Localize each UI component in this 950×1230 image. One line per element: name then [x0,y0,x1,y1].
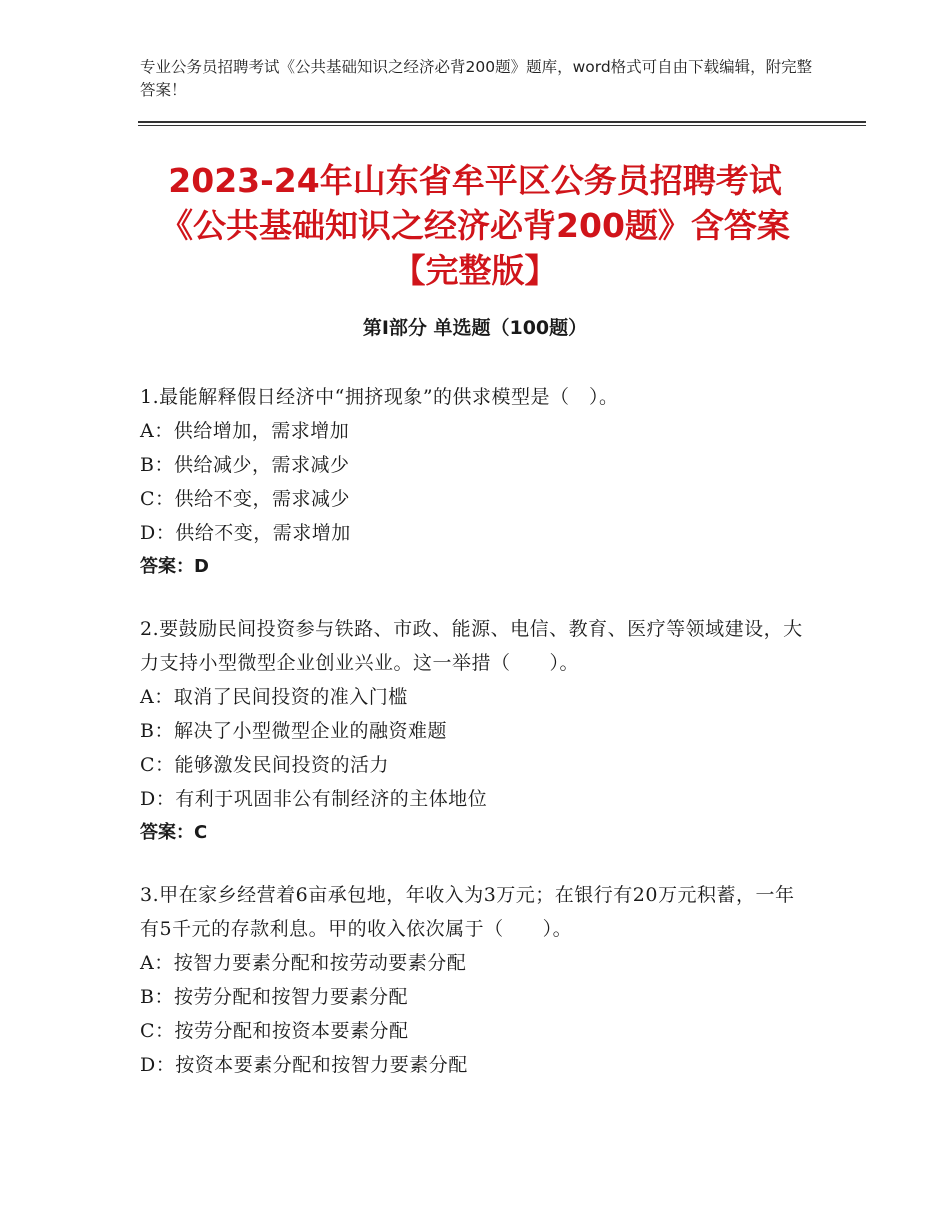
header-divider-thick [138,121,866,123]
title-line-2: 《公共基础知识之经济必背200题》含答案 [160,206,790,245]
title-line-3: 【完整版】 [392,251,558,290]
question-stem: 2.要鼓励民间投资参与铁路、市政、能源、电信、教育、医疗等领域建设，大力支持小型微型企业创业兴业。这一举措（ ）。 [140,618,803,674]
option-a: A：取消了民间投资的准入门槛 [140,686,408,708]
option-b: B：按劳分配和按智力要素分配 [140,986,408,1008]
option-d: D：按资本要素分配和按智力要素分配 [140,1054,468,1076]
option-d: D：有利于巩固非公有制经济的主体地位 [140,788,488,810]
option-c: C：按劳分配和按资本要素分配 [140,1020,409,1042]
section-heading: 第Ⅰ部分 单选题（100题） [362,317,588,339]
header-divider-thin [138,125,866,126]
option-a: A：供给增加，需求增加 [140,420,350,442]
question-3 [140,878,810,1082]
title-line-1: 2023-24年山东省牟平区公务员招聘考试 [168,161,782,200]
answer: 答案：D [140,556,209,577]
option-a: A：按智力要素分配和按劳动要素分配 [140,952,467,974]
option-d: D：供给不变，需求增加 [140,522,351,544]
question-1 [140,380,810,584]
question-stem: 3.甲在家乡经营着6亩承包地，年收入为3万元；在银行有20万元积蓄，一年有5千元的存款利息。甲的收入依次属于（ ）。 [140,884,795,940]
answer: 答案：C [140,822,208,843]
option-b: B：供给减少，需求减少 [140,454,350,476]
option-c: C：供给不变，需求减少 [140,488,351,510]
question-list [140,380,810,1110]
option-b: B：解决了小型微型企业的融资难题 [140,720,447,742]
document-title [80,158,870,293]
option-c: C：能够激发民间投资的活力 [140,754,390,776]
question-stem: 1.最能解释假日经济中“拥挤现象”的供求模型是（ ）。 [140,386,619,408]
question-2 [140,612,810,850]
header-note: 专业公务员招聘考试《公共基础知识之经济必背200题》题库，word格式可自由下载编辑，附完整答案！ [140,58,813,99]
